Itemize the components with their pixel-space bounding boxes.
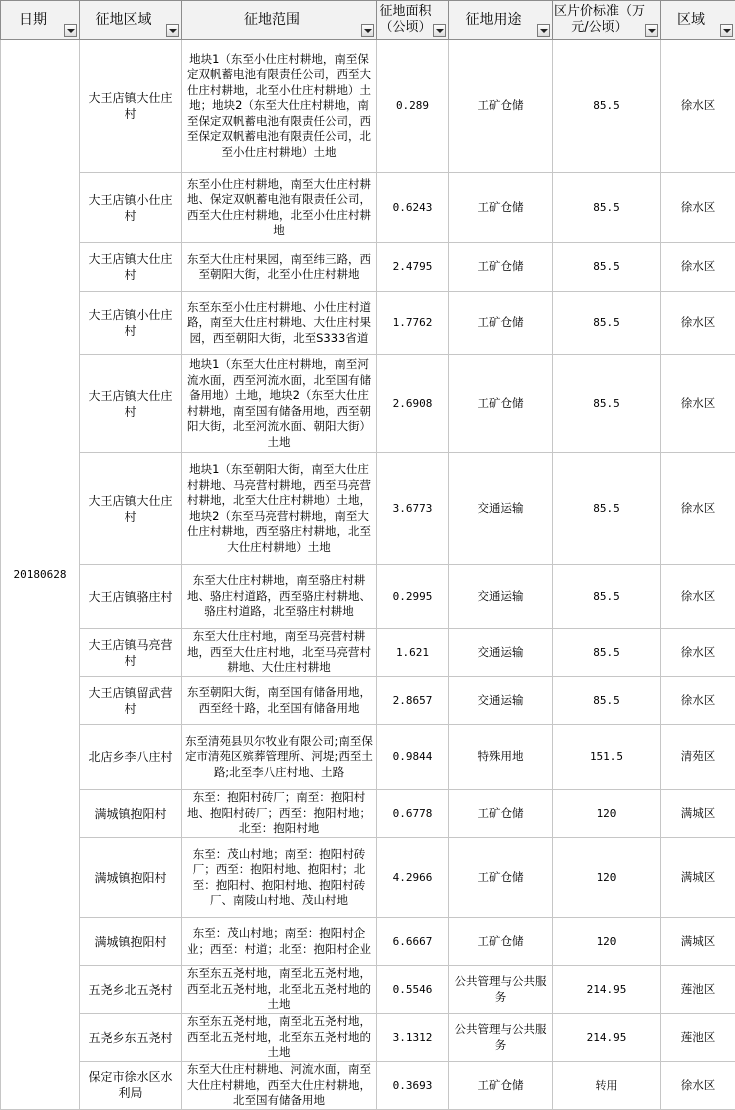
header-area bbox=[377, 1, 449, 40]
scope-cell[interactable]: 东至朝阳大街，南至国有储备用地，西至经十路，北至国有储备用地 bbox=[182, 677, 377, 725]
region-cell[interactable]: 大王店镇大仕庄村 bbox=[80, 40, 182, 173]
scope-cell[interactable]: 东至东五尧村地，南至北五尧村地，西至北五尧村地，北至北五尧村地的土地 bbox=[182, 966, 377, 1014]
area-cell[interactable]: 6.6667 bbox=[377, 918, 449, 966]
area-cell[interactable]: 2.4795 bbox=[377, 243, 449, 292]
use-cell[interactable]: 工矿仓储 bbox=[449, 1062, 553, 1110]
region-cell[interactable]: 满城镇抱阳村 bbox=[80, 838, 182, 918]
header-district-label: 区域 bbox=[661, 12, 735, 28]
region-cell[interactable]: 五尧乡东五尧村 bbox=[80, 1014, 182, 1062]
header-region-label: 征地区域 bbox=[80, 12, 181, 28]
region-cell[interactable]: 大王店镇马亮营村 bbox=[80, 629, 182, 677]
price-cell[interactable]: 85.5 bbox=[553, 40, 661, 173]
scope-cell[interactable]: 东至清苑县贝尔牧业有限公司;南至保定市清苑区殡葬管理所、河堤;西至土路;北至李八庄村地、土路 bbox=[182, 725, 377, 790]
area-cell[interactable]: 4.2966 bbox=[377, 838, 449, 918]
scope-cell[interactable]: 地块1（东至小仕庄村耕地，南至保定双帆蓄电池有限责任公司，西至大仕庄村耕地，北至小仕庄村耕地）土地；地块2（东至大仕庄村耕地，南至保定双帆蓄电池有限责任公司，西至保定双帆蓄电池有限责任公司，北至小仕庄村耕地）土地 bbox=[182, 40, 377, 173]
table-row bbox=[1, 677, 735, 725]
area-cell[interactable]: 0.6778 bbox=[377, 790, 449, 838]
date-cell[interactable]: 20180628 bbox=[1, 40, 80, 1110]
district-cell[interactable]: 满城区 bbox=[661, 790, 735, 838]
filter-dropdown-icon[interactable] bbox=[720, 24, 733, 37]
header-date-label: 日期 bbox=[1, 12, 79, 28]
region-cell[interactable]: 大王店镇大仕庄村 bbox=[80, 453, 182, 565]
filter-dropdown-icon[interactable] bbox=[361, 24, 374, 37]
use-cell[interactable]: 工矿仓储 bbox=[449, 40, 553, 173]
area-cell[interactable]: 2.6908 bbox=[377, 355, 449, 453]
filter-dropdown-icon[interactable] bbox=[433, 24, 446, 37]
district-cell[interactable]: 徐水区 bbox=[661, 292, 735, 355]
table-row bbox=[1, 173, 735, 243]
use-cell[interactable]: 公共管理与公共服务 bbox=[449, 966, 553, 1014]
region-cell[interactable]: 大王店镇小仕庄村 bbox=[80, 173, 182, 243]
district-cell[interactable]: 莲池区 bbox=[661, 1014, 735, 1062]
price-cell[interactable]: 120 bbox=[553, 918, 661, 966]
scope-cell[interactable]: 东至大仕庄村耕地，南至骆庄村耕地、骆庄村道路，西至骆庄村耕地、骆庄村道路，北至骆庄村耕地 bbox=[182, 565, 377, 629]
district-cell[interactable]: 徐水区 bbox=[661, 677, 735, 725]
region-cell[interactable]: 满城镇抱阳村 bbox=[80, 918, 182, 966]
region-cell[interactable]: 五尧乡北五尧村 bbox=[80, 966, 182, 1014]
area-cell[interactable]: 0.6243 bbox=[377, 173, 449, 243]
use-cell[interactable]: 工矿仓储 bbox=[449, 243, 553, 292]
district-cell[interactable]: 莲池区 bbox=[661, 966, 735, 1014]
filter-dropdown-icon[interactable] bbox=[537, 24, 550, 37]
region-cell[interactable]: 北店乡李八庄村 bbox=[80, 725, 182, 790]
area-cell[interactable]: 0.5546 bbox=[377, 966, 449, 1014]
table-row bbox=[1, 966, 735, 1014]
use-cell[interactable]: 工矿仓储 bbox=[449, 918, 553, 966]
table-row bbox=[1, 453, 735, 565]
scope-cell[interactable]: 东至：抱阳村砖厂；南至：抱阳村地、抱阳村砖厂；西至：抱阳村地；北至：抱阳村地 bbox=[182, 790, 377, 838]
district-cell[interactable]: 清苑区 bbox=[661, 725, 735, 790]
scope-cell[interactable]: 东至：茂山村地；南至：抱阳村企业；西至：村道；北至：抱阳村企业 bbox=[182, 918, 377, 966]
district-cell[interactable]: 徐水区 bbox=[661, 565, 735, 629]
district-cell[interactable]: 徐水区 bbox=[661, 1062, 735, 1110]
area-cell[interactable]: 0.9844 bbox=[377, 725, 449, 790]
region-cell[interactable]: 大王店镇大仕庄村 bbox=[80, 243, 182, 292]
region-cell[interactable]: 满城镇抱阳村 bbox=[80, 790, 182, 838]
filter-dropdown-icon[interactable] bbox=[64, 24, 77, 37]
price-cell[interactable]: 85.5 bbox=[553, 292, 661, 355]
header-use bbox=[449, 1, 553, 40]
area-cell[interactable]: 3.6773 bbox=[377, 453, 449, 565]
table-row bbox=[1, 243, 735, 292]
use-cell[interactable]: 工矿仓储 bbox=[449, 838, 553, 918]
price-cell[interactable]: 85.5 bbox=[553, 629, 661, 677]
district-cell[interactable]: 徐水区 bbox=[661, 453, 735, 565]
scope-cell[interactable]: 东至东至小仕庄村耕地、小仕庄村道路，南至大仕庄村耕地、大仕庄村果园，西至朝阳大街，北至S333省道 bbox=[182, 292, 377, 355]
table-row bbox=[1, 725, 735, 790]
scope-cell[interactable]: 地块1（东至大仕庄村耕地，南至河流水面，西至河流水面，北至国有储备用地）土地，地块2（东至大仕庄村耕地，南至国有储备用地，西至朝阳大街，北至河流水面、朝阳大街）土地 bbox=[182, 355, 377, 453]
header-scope bbox=[182, 1, 377, 40]
area-cell[interactable]: 1.7762 bbox=[377, 292, 449, 355]
scope-cell[interactable]: 东至大仕庄村地，南至马亮营村耕地，西至大仕庄村地，北至马亮营村耕地、大仕庄村耕地 bbox=[182, 629, 377, 677]
use-cell[interactable]: 工矿仓储 bbox=[449, 790, 553, 838]
filter-dropdown-icon[interactable] bbox=[166, 24, 179, 37]
region-cell[interactable]: 保定市徐水区水利局 bbox=[80, 1062, 182, 1110]
use-cell[interactable]: 公共管理与公共服务 bbox=[449, 1014, 553, 1062]
scope-cell[interactable]: 东至大仕庄村耕地、河流水面，南至大仕庄村耕地，西至大仕庄村耕地，北至国有储备用地 bbox=[182, 1062, 377, 1110]
header-scope-label: 征地范围 bbox=[182, 12, 376, 28]
area-cell[interactable]: 0.2995 bbox=[377, 565, 449, 629]
use-cell[interactable]: 交通运输 bbox=[449, 629, 553, 677]
table-row bbox=[1, 292, 735, 355]
district-cell[interactable]: 徐水区 bbox=[661, 629, 735, 677]
table-row bbox=[1, 40, 735, 173]
header-area-label: 征地面积（公顷） bbox=[377, 4, 448, 36]
scope-cell[interactable]: 东至大仕庄村果园，南至纬三路，西至朝阳大街，北至小仕庄村耕地 bbox=[182, 243, 377, 292]
use-cell[interactable]: 交通运输 bbox=[449, 453, 553, 565]
scope-cell[interactable]: 东至东五尧村地，南至北五尧村地，西至北五尧村地，北至东五尧村地的土地 bbox=[182, 1014, 377, 1062]
district-cell[interactable]: 徐水区 bbox=[661, 40, 735, 173]
scope-cell[interactable]: 东至：茂山村地；南至：抱阳村砖厂；西至：抱阳村地、抱阳村；北至：抱阳村、抱阳村地、抱阳村砖厂、南陵山村地、茂山村地 bbox=[182, 838, 377, 918]
table-row bbox=[1, 355, 735, 453]
table-row bbox=[1, 565, 735, 629]
district-cell[interactable]: 满城区 bbox=[661, 838, 735, 918]
header-price-label: 区片价标准（万元/公顷） bbox=[553, 4, 660, 36]
header-region bbox=[80, 1, 182, 40]
table-row bbox=[1, 790, 735, 838]
price-cell[interactable]: 85.5 bbox=[553, 565, 661, 629]
use-cell[interactable]: 特殊用地 bbox=[449, 725, 553, 790]
table-row bbox=[1, 838, 735, 918]
table-row bbox=[1, 918, 735, 966]
district-cell[interactable]: 满城区 bbox=[661, 918, 735, 966]
price-cell[interactable]: 120 bbox=[553, 790, 661, 838]
price-cell[interactable]: 85.5 bbox=[553, 453, 661, 565]
price-cell[interactable]: 151.5 bbox=[553, 725, 661, 790]
region-cell[interactable]: 大王店镇大仕庄村 bbox=[80, 355, 182, 453]
region-cell[interactable]: 大王店镇骆庄村 bbox=[80, 565, 182, 629]
filter-dropdown-icon[interactable] bbox=[645, 24, 658, 37]
header-district bbox=[661, 1, 735, 40]
district-cell[interactable]: 徐水区 bbox=[661, 243, 735, 292]
area-cell[interactable]: 2.8657 bbox=[377, 677, 449, 725]
price-cell[interactable]: 214.95 bbox=[553, 1014, 661, 1062]
region-cell[interactable]: 大王店镇留武营村 bbox=[80, 677, 182, 725]
area-cell[interactable]: 0.3693 bbox=[377, 1062, 449, 1110]
use-cell[interactable]: 交通运输 bbox=[449, 565, 553, 629]
use-cell[interactable]: 交通运输 bbox=[449, 677, 553, 725]
table-row bbox=[1, 1014, 735, 1062]
header-price bbox=[553, 1, 661, 40]
area-cell[interactable]: 0.289 bbox=[377, 40, 449, 173]
area-cell[interactable]: 1.621 bbox=[377, 629, 449, 677]
price-cell[interactable]: 85.5 bbox=[553, 243, 661, 292]
scope-cell[interactable]: 东至小仕庄村耕地，南至大仕庄村耕地、保定双帆蓄电池有限责任公司，西至大仕庄村耕地，北至小仕庄村耕地 bbox=[182, 173, 377, 243]
district-cell[interactable]: 徐水区 bbox=[661, 173, 735, 243]
use-cell[interactable]: 工矿仓储 bbox=[449, 292, 553, 355]
area-cell[interactable]: 3.1312 bbox=[377, 1014, 449, 1062]
price-cell[interactable]: 转用 bbox=[553, 1062, 661, 1110]
scope-cell[interactable]: 地块1（东至朝阳大街，南至大仕庄村耕地、马亮营村耕地，西至马亮营村耕地，北至大仕庄村耕地）土地，地块2（东至马亮营村耕地，南至大仕庄村耕地，西至骆庄村耕地，北至大仕庄村耕地）土地 bbox=[182, 453, 377, 565]
header-date bbox=[1, 1, 80, 40]
price-cell[interactable]: 85.5 bbox=[553, 355, 661, 453]
table-row bbox=[1, 1062, 735, 1110]
use-cell[interactable]: 工矿仓储 bbox=[449, 173, 553, 243]
use-cell[interactable]: 工矿仓储 bbox=[449, 355, 553, 453]
price-cell[interactable]: 120 bbox=[553, 838, 661, 918]
header-use-label: 征地用途 bbox=[449, 12, 552, 28]
price-cell[interactable]: 214.95 bbox=[553, 966, 661, 1014]
table-row bbox=[1, 629, 735, 677]
price-cell[interactable]: 85.5 bbox=[553, 173, 661, 243]
region-cell[interactable]: 大王店镇小仕庄村 bbox=[80, 292, 182, 355]
district-cell[interactable]: 徐水区 bbox=[661, 355, 735, 453]
price-cell[interactable]: 85.5 bbox=[553, 677, 661, 725]
header-row bbox=[1, 1, 735, 40]
